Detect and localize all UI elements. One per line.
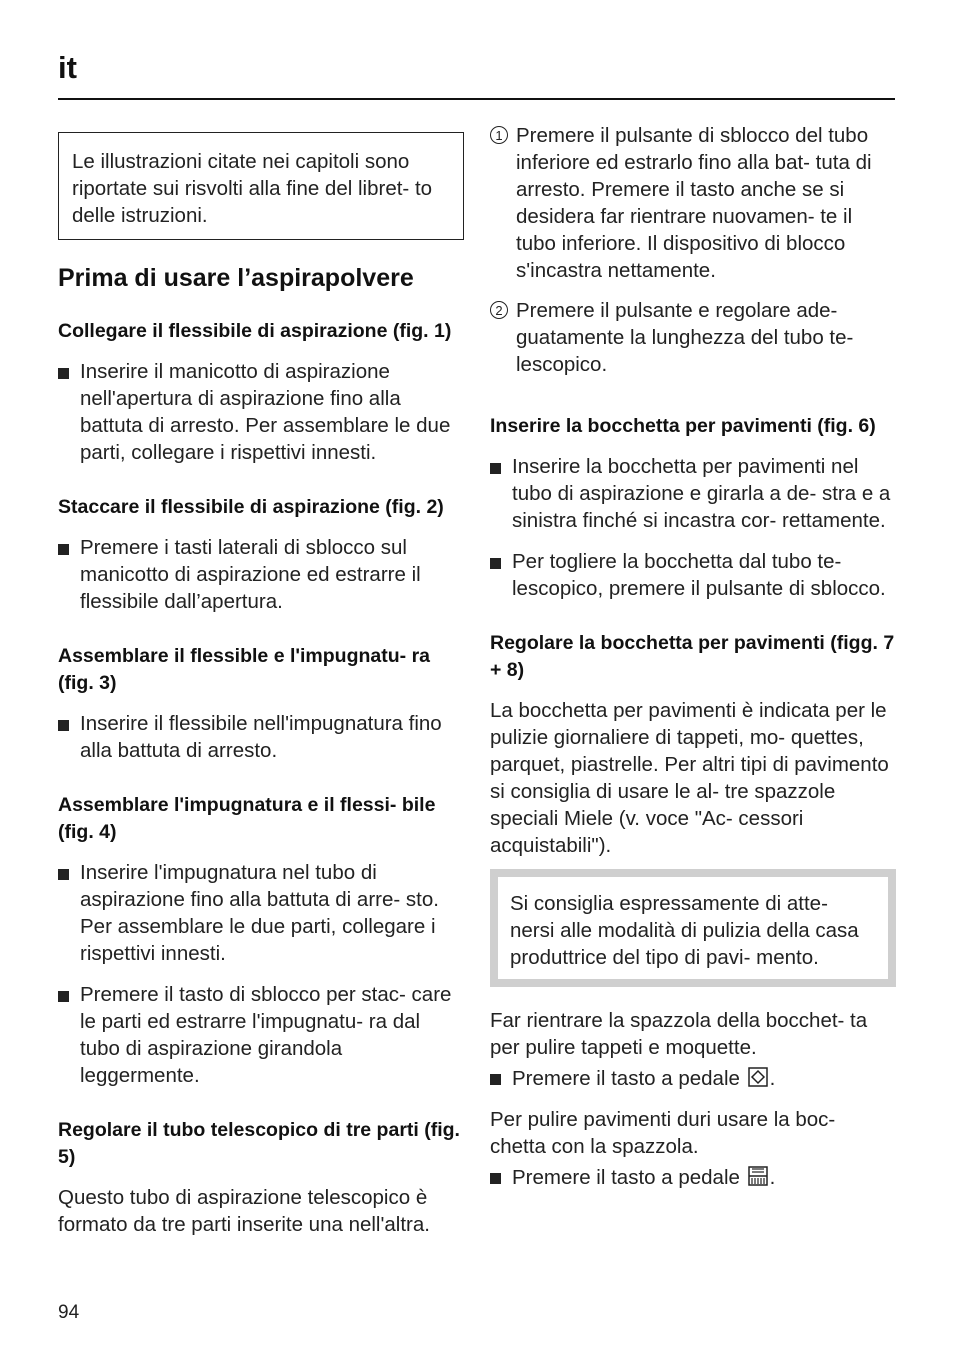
list-item: [58, 710, 464, 764]
list-item-text: Premere i tasti laterali di sblocco sul manicotto di aspirazione ed estrarre il flessibile dall’apertura.: [80, 536, 421, 613]
list-item-text: Premere il tasto a pedale .: [512, 1166, 776, 1189]
bullet-square-icon: [58, 981, 80, 1089]
list-item-text: Per togliere la bocchetta dal tubo te- lescopico, premere il pulsante di sblocco.: [512, 550, 886, 600]
step-item: [490, 122, 896, 284]
heading-telescopic-tube: Regolare il tubo telescopico di tre parti (fig. 5): [58, 1119, 460, 1168]
list-item: [490, 453, 896, 534]
heading-assemble-handle-tube: Assemblare l'impugnatura e il flessi- bile (fig. 4): [58, 794, 436, 843]
list-item-text: Inserire il manicotto di aspirazione nell'apertura di aspirazione fino alla battuta di arresto. Per assemblare le due parti, collegare i rispettivi innesti.: [80, 360, 451, 464]
bullet-square-icon: [490, 548, 512, 602]
note-text: Le illustrazioni citate nei capitoli sono riportate sui risvolti alla fine del libret- to delle istruzioni.: [72, 150, 433, 227]
heading-adjust-nozzle: Regolare la bocchetta per pavimenti (figg. 7 + 8): [490, 632, 895, 681]
hint-text: Si consiglia espressamente di atte- nersi alle modalità di pulizia della casa produttrice del tipo di pavi- mento.: [510, 892, 859, 969]
step-text: Premere il pulsante e regolare ade- guatamente la lunghezza del tubo te- lescopico.: [516, 299, 854, 376]
list-item: [490, 1065, 896, 1092]
step-number-circle: 1: [490, 122, 516, 284]
bullet-square-icon: [58, 859, 80, 967]
language-tag: it: [58, 50, 77, 85]
heading-insert-nozzle: Inserire la bocchetta per pavimenti (fig. 6): [490, 415, 876, 437]
list-item: [58, 534, 464, 615]
bullet-square-icon: [490, 1065, 512, 1092]
list-item: [490, 1164, 896, 1191]
list-item-text: Inserire l'impugnatura nel tubo di aspirazione fino alla battuta di arre- sto. Per assemblare le due parti, collegare i rispettivi innesti.: [80, 861, 439, 965]
page-number: 94: [58, 1302, 80, 1323]
list-item: [58, 358, 464, 466]
bullet-square-icon: [490, 453, 512, 534]
bullet-square-icon: [58, 710, 80, 764]
list-item-text: Premere il tasto di sblocco per stac- care le parti ed estrarre l'impugnatu- ra dal tubo di aspirazione girandola leggermente.: [80, 983, 452, 1087]
header-rule: [58, 98, 895, 100]
hint-box: [490, 869, 896, 987]
step-number-circle: 2: [490, 297, 516, 378]
list-item-text: Premere il tasto a pedale .: [512, 1067, 776, 1090]
bullet-square-icon: [58, 358, 80, 466]
nozzle-description: La bocchetta per pavimenti è indicata per le pulizie giornaliere di tappeti, mo- quettes, parquet, piastrelle. Per altri tipi di pavimento si consiglia di usare le al- tre spazzole speciali Miele (v. voce "Ac- cessori acquistabili").: [490, 699, 889, 857]
bullet-square-icon: [58, 534, 80, 615]
carpet-text: Far rientrare la spazzola della bocchet- ta per pulire tappeti e moquette.: [490, 1009, 868, 1059]
bullet-square-icon: [490, 1164, 512, 1191]
list-item: [490, 548, 896, 602]
step-item: [490, 297, 896, 378]
list-item: [58, 981, 464, 1089]
hard-floor-text: Per pulire pavimenti duri usare la boc- chetta con la spazzola.: [490, 1108, 836, 1158]
left-column: [58, 122, 464, 1238]
list-item: [58, 859, 464, 967]
heading-connect-hose: Collegare il flessibile di aspirazione (fig. 1): [58, 320, 452, 342]
carpet-pedal-icon: [748, 1067, 768, 1087]
section-title: Prima di usare l’aspirapolvere: [58, 264, 414, 292]
list-item-text: Inserire la bocchetta per pavimenti nel tubo di aspirazione e girarla a de- stra e a sinistra finché si incastra cor- rettamente.: [512, 455, 891, 532]
right-column: [490, 122, 896, 1205]
hard-floor-pedal-icon: [748, 1166, 768, 1186]
step-text: Premere il pulsante di sblocco del tubo inferiore ed estrarlo fino alla bat- tuta di arresto. Premere il tasto anche se si desidera far rientrare nuovamen- te il tubo inferiore. Il dispositivo di blocco s'incastra nettamente.: [516, 124, 872, 282]
illustrations-note: [58, 132, 464, 240]
heading-detach-hose: Staccare il flessibile di aspirazione (fig. 2): [58, 496, 444, 518]
heading-assemble-hose-handle: Assemblare il flessible e l'impugnatu- ra (fig. 3): [58, 645, 431, 694]
list-item-text: Inserire il flessibile nell'impugnatura fino alla battuta di arresto.: [80, 712, 442, 762]
telescopic-tube-text: Questo tubo di aspirazione telescopico è formato da tre parti inserite una nell'altra.: [58, 1186, 430, 1236]
